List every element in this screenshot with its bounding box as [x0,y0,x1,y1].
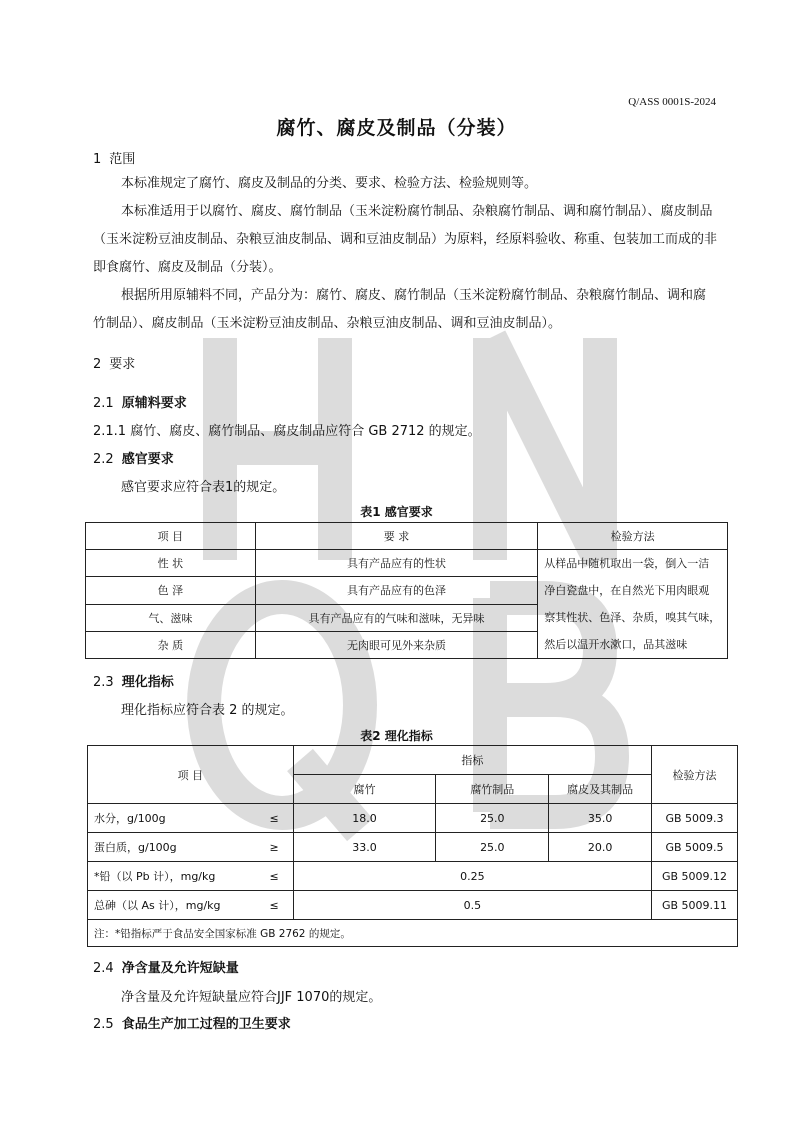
requirement-cell: 具有产品应有的性状 [255,550,538,577]
table-row [88,891,738,920]
section-number: 2.1 [93,396,114,411]
item-cell: 杂 质 [86,631,256,658]
method-line: 从样品中随机取出一袋，倒入一洁 [544,557,710,570]
table-note-row [88,920,738,947]
table-header-row [86,523,728,550]
value-cell: 33.0 [293,833,436,862]
method-line: 然后以温开水漱口，品其滋味 [544,638,688,651]
section-title: 理化指标 [121,675,174,690]
comparison-symbol: ≤ [257,804,293,833]
table-note: 注：*铅指标严于食品安全国家标准 GB 2762 的规定。 [88,920,738,947]
method-cell: GB 5009.5 [652,833,738,862]
section-title: 范围 [109,152,136,167]
header-item-cell: 项 目 [88,746,294,804]
comparison-symbol: ≤ [257,891,293,920]
section-title: 净含量及允许短缺量 [121,961,239,976]
subheader-cell: 腐竹制品 [436,775,549,804]
method-line: 净白瓷盘中，在自然光下用肉眼观 [544,584,710,597]
standard-code: Q/ASS 0001S-2024 [628,96,716,108]
section-number: 2.5 [93,1017,114,1032]
header-method-cell: 检验方法 [652,746,738,804]
method-cell: GB 5009.11 [652,891,738,920]
section-2-4-heading [93,957,239,976]
section-number: 2.4 [93,961,114,976]
scope-paragraph-2 [93,198,718,282]
item-cell: 总砷（以 As 计），mg/kg [88,891,258,920]
method-cell: GB 5009.12 [652,862,738,891]
value-cell: 0.5 [293,891,651,920]
table-row [88,833,738,862]
section-title: 感官要求 [121,452,174,467]
section-2-heading [93,353,135,372]
sensory-requirements-table [85,522,728,659]
requirement-cell: 具有产品应有的色泽 [255,577,538,604]
requirement-cell: 无肉眼可见外来杂质 [255,631,538,658]
section-2-3-text: 理化指标应符合表 2 的规定。 [121,703,294,718]
comparison-symbol: ≤ [257,862,293,891]
section-2-5-heading [93,1013,291,1032]
section-2-3-heading [93,671,174,690]
method-cell [538,550,728,659]
paragraph-text: 本标准适用于以腐竹、腐皮、腐竹制品（玉米淀粉腐竹制品、杂粮腐竹制品、调和腐竹制品）、腐皮制品（玉米淀粉豆油皮制品、杂粮豆油皮制品、调和豆油皮制品）为原料，经原料验收、称重、包装加工而成的非即食腐竹、腐皮及制品（分装）。 [93,204,718,275]
item-cell: 水分，g/100g [88,804,258,833]
header-cell: 项 目 [86,523,256,550]
header-cell: 要 求 [255,523,538,550]
paragraph-text: 根据所用原辅料不同，产品分为：腐竹、腐皮、腐竹制品（玉米淀粉腐竹制品、杂粮腐竹制品、调和腐竹制品）、腐皮制品（玉米淀粉豆油皮制品、杂粮豆油皮制品、调和豆油皮制品）。 [93,288,707,331]
physicochemical-indicators-table [87,745,738,947]
section-2-2-heading [93,448,174,467]
table-header-row [88,746,738,775]
subheader-cell: 腐皮及其制品 [549,775,652,804]
value-cell: 35.0 [549,804,652,833]
value-cell: 25.0 [436,833,549,862]
value-cell: 25.0 [436,804,549,833]
value-cell: 20.0 [549,833,652,862]
item-cell: 气、滋味 [86,604,256,631]
section-title: 原辅料要求 [121,396,187,411]
header-cell: 检验方法 [538,523,728,550]
comparison-symbol: ≥ [257,833,293,862]
item-cell: 色 泽 [86,577,256,604]
section-title: 要求 [109,357,136,372]
table-row [88,862,738,891]
method-cell: GB 5009.3 [652,804,738,833]
value-cell: 0.25 [293,862,651,891]
scope-paragraph-3 [93,282,718,338]
table-row [88,804,738,833]
section-2-2-text: 感官要求应符合表1的规定。 [121,480,286,495]
item-cell: *铅（以 Pb 计），mg/kg [88,862,258,891]
subheader-cell: 腐竹 [293,775,436,804]
item-cell: 性 状 [86,550,256,577]
requirement-cell: 具有产品应有的气味和滋味，无异味 [255,604,538,631]
header-index-cell: 指标 [293,746,651,775]
section-2-4-text: 净含量及允许短缺量应符合JJF 1070的规定。 [121,990,382,1005]
value-cell: 18.0 [293,804,436,833]
method-line: 察其性状、色泽、杂质，嗅其气味， [544,611,721,624]
table-2-caption: 表2 理化指标 [360,729,433,743]
section-number: 2.2 [93,452,114,467]
section-title: 食品生产加工过程的卫生要求 [121,1017,291,1032]
table-row [86,550,728,577]
item-cell: 蛋白质，g/100g [88,833,258,862]
section-number: 1 [93,152,102,167]
scope-paragraph-1 [93,170,718,198]
section-2-1-heading [93,392,187,411]
paragraph-text: 本标准规定了腐竹、腐皮及制品的分类、要求、检验方法、检验规则等。 [121,176,538,191]
table-1-caption: 表1 感官要求 [360,505,433,519]
section-1-heading [93,148,135,167]
section-2-1-1-text: 2.1.1 腐竹、腐皮、腐竹制品、腐皮制品应符合 GB 2712 的规定。 [93,424,481,439]
document-title: 腐竹、腐皮及制品（分装） [276,117,517,139]
section-number: 2 [93,357,102,372]
section-number: 2.3 [93,675,114,690]
